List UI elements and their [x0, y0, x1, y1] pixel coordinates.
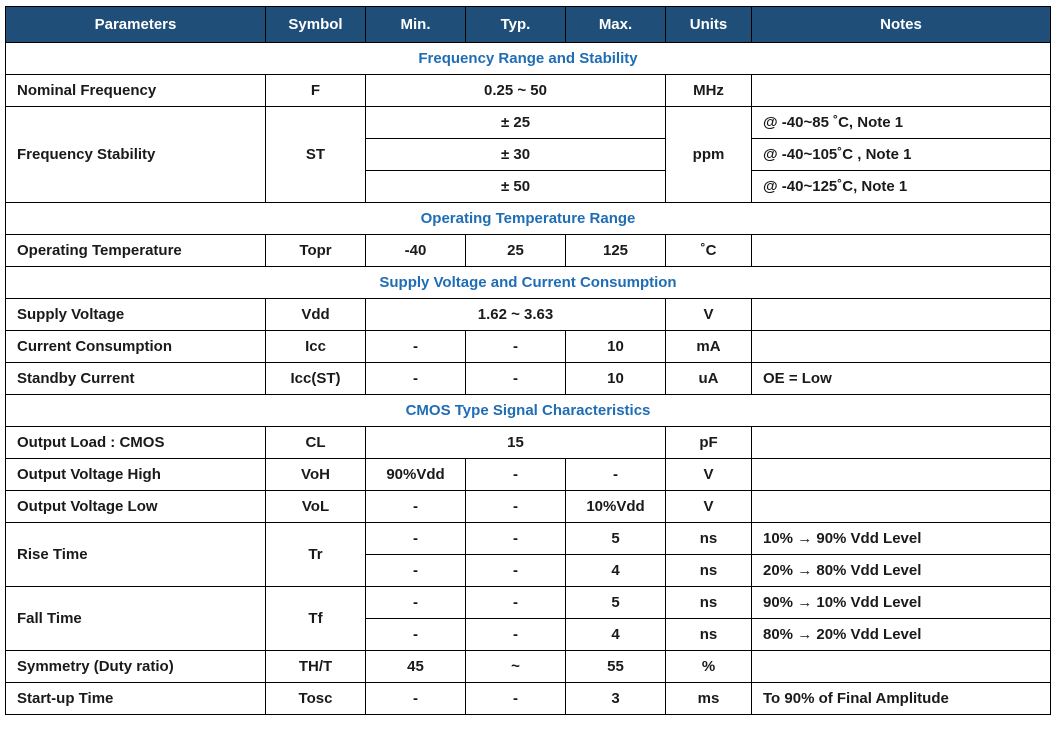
min-cell: -	[366, 363, 466, 395]
units-cell: ppm	[666, 107, 752, 203]
table-row-startup-time	[6, 683, 1051, 715]
typ-cell: -	[466, 523, 566, 555]
table-row-output-load	[6, 427, 1051, 459]
min-cell: -	[366, 491, 466, 523]
value-cell: ± 50	[366, 171, 666, 203]
min-cell: 45	[366, 651, 466, 683]
units-cell: ns	[666, 619, 752, 651]
section-title: Frequency Range and Stability	[6, 43, 1051, 75]
header-parameters: Parameters	[6, 7, 266, 43]
units-cell: %	[666, 651, 752, 683]
param-cell: Frequency Stability	[6, 107, 266, 203]
units-cell: pF	[666, 427, 752, 459]
units-cell: V	[666, 299, 752, 331]
units-cell: ns	[666, 587, 752, 619]
header-units: Units	[666, 7, 752, 43]
typ-cell: -	[466, 587, 566, 619]
table-row-symmetry	[6, 651, 1051, 683]
symbol-cell: VoH	[266, 459, 366, 491]
symbol-cell: Topr	[266, 235, 366, 267]
max-cell: 55	[566, 651, 666, 683]
units-cell: V	[666, 491, 752, 523]
param-cell: Rise Time	[6, 523, 266, 587]
symbol-cell: Tf	[266, 587, 366, 651]
max-cell: 5	[566, 587, 666, 619]
symbol-cell: Vdd	[266, 299, 366, 331]
symbol-cell: TH/T	[266, 651, 366, 683]
units-cell: ns	[666, 523, 752, 555]
max-cell: 4	[566, 555, 666, 587]
param-cell: Current Consumption	[6, 331, 266, 363]
note-cell	[752, 459, 1051, 491]
table-row-fall-time	[6, 587, 1051, 619]
min-cell: -	[366, 619, 466, 651]
note-cell	[752, 235, 1051, 267]
note-cell: 10% → 90% Vdd Level	[752, 523, 1051, 555]
typ-cell: -	[466, 363, 566, 395]
section-row-cmos	[6, 395, 1051, 427]
min-cell: -40	[366, 235, 466, 267]
note-cell	[752, 427, 1051, 459]
param-cell: Nominal Frequency	[6, 75, 266, 107]
symbol-cell: F	[266, 75, 366, 107]
symbol-cell: CL	[266, 427, 366, 459]
param-cell: Output Voltage High	[6, 459, 266, 491]
value-cell: 0.25 ~ 50	[366, 75, 666, 107]
note-cell	[752, 491, 1051, 523]
section-title: Supply Voltage and Current Consumption	[6, 267, 1051, 299]
max-cell: 4	[566, 619, 666, 651]
specification-table	[5, 6, 1051, 715]
param-cell: Fall Time	[6, 587, 266, 651]
typ-cell: -	[466, 683, 566, 715]
max-cell: 10%Vdd	[566, 491, 666, 523]
table-row-frequency-stability	[6, 107, 1051, 139]
table-row-nominal-frequency	[6, 75, 1051, 107]
min-cell: -	[366, 523, 466, 555]
min-cell: 90%Vdd	[366, 459, 466, 491]
table-row-output-voltage-high	[6, 459, 1051, 491]
max-cell: 10	[566, 331, 666, 363]
param-cell: Start-up Time	[6, 683, 266, 715]
note-cell: 90% → 10% Vdd Level	[752, 587, 1051, 619]
typ-cell: 25	[466, 235, 566, 267]
typ-cell: ~	[466, 651, 566, 683]
table-row-supply-voltage	[6, 299, 1051, 331]
note-cell	[752, 299, 1051, 331]
symbol-cell: Tosc	[266, 683, 366, 715]
typ-cell: -	[466, 619, 566, 651]
min-cell: -	[366, 555, 466, 587]
symbol-cell: Tr	[266, 523, 366, 587]
units-cell: ˚C	[666, 235, 752, 267]
table-row-standby-current	[6, 363, 1051, 395]
max-cell: 3	[566, 683, 666, 715]
param-cell: Standby Current	[6, 363, 266, 395]
param-cell: Symmetry (Duty ratio)	[6, 651, 266, 683]
note-cell: @ -40~125˚C, Note 1	[752, 171, 1051, 203]
units-cell: V	[666, 459, 752, 491]
min-cell: -	[366, 331, 466, 363]
header-max: Max.	[566, 7, 666, 43]
note-cell	[752, 75, 1051, 107]
max-cell: 10	[566, 363, 666, 395]
typ-cell: -	[466, 331, 566, 363]
note-cell: 20% → 80% Vdd Level	[752, 555, 1051, 587]
note-cell: @ -40~105˚C , Note 1	[752, 139, 1051, 171]
param-cell: Output Voltage Low	[6, 491, 266, 523]
min-cell: -	[366, 683, 466, 715]
table-header-row	[6, 7, 1051, 43]
header-symbol: Symbol	[266, 7, 366, 43]
note-cell: To 90% of Final Amplitude	[752, 683, 1051, 715]
value-cell: ± 30	[366, 139, 666, 171]
symbol-cell: Icc(ST)	[266, 363, 366, 395]
section-title: CMOS Type Signal Characteristics	[6, 395, 1051, 427]
table-row-output-voltage-low	[6, 491, 1051, 523]
header-notes: Notes	[752, 7, 1051, 43]
param-cell: Operating Temperature	[6, 235, 266, 267]
table-row-current-consumption	[6, 331, 1051, 363]
param-cell: Output Load : CMOS	[6, 427, 266, 459]
table-row-operating-temperature	[6, 235, 1051, 267]
symbol-cell: VoL	[266, 491, 366, 523]
max-cell: 5	[566, 523, 666, 555]
units-cell: MHz	[666, 75, 752, 107]
note-cell: @ -40~85 ˚C, Note 1	[752, 107, 1051, 139]
max-cell: -	[566, 459, 666, 491]
header-min: Min.	[366, 7, 466, 43]
table-row-rise-time	[6, 523, 1051, 555]
min-cell: -	[366, 587, 466, 619]
section-row-frequency	[6, 43, 1051, 75]
max-cell: 125	[566, 235, 666, 267]
note-cell: OE = Low	[752, 363, 1051, 395]
typ-cell: -	[466, 459, 566, 491]
value-cell: 1.62 ~ 3.63	[366, 299, 666, 331]
typ-cell: -	[466, 491, 566, 523]
units-cell: ns	[666, 555, 752, 587]
units-cell: uA	[666, 363, 752, 395]
symbol-cell: Icc	[266, 331, 366, 363]
section-row-temperature	[6, 203, 1051, 235]
note-cell	[752, 651, 1051, 683]
section-title: Operating Temperature Range	[6, 203, 1051, 235]
value-cell: 15	[366, 427, 666, 459]
units-cell: ms	[666, 683, 752, 715]
symbol-cell: ST	[266, 107, 366, 203]
note-cell	[752, 331, 1051, 363]
value-cell: ± 25	[366, 107, 666, 139]
param-cell: Supply Voltage	[6, 299, 266, 331]
note-cell: 80% → 20% Vdd Level	[752, 619, 1051, 651]
units-cell: mA	[666, 331, 752, 363]
header-typ: Typ.	[466, 7, 566, 43]
typ-cell: -	[466, 555, 566, 587]
section-row-supply	[6, 267, 1051, 299]
